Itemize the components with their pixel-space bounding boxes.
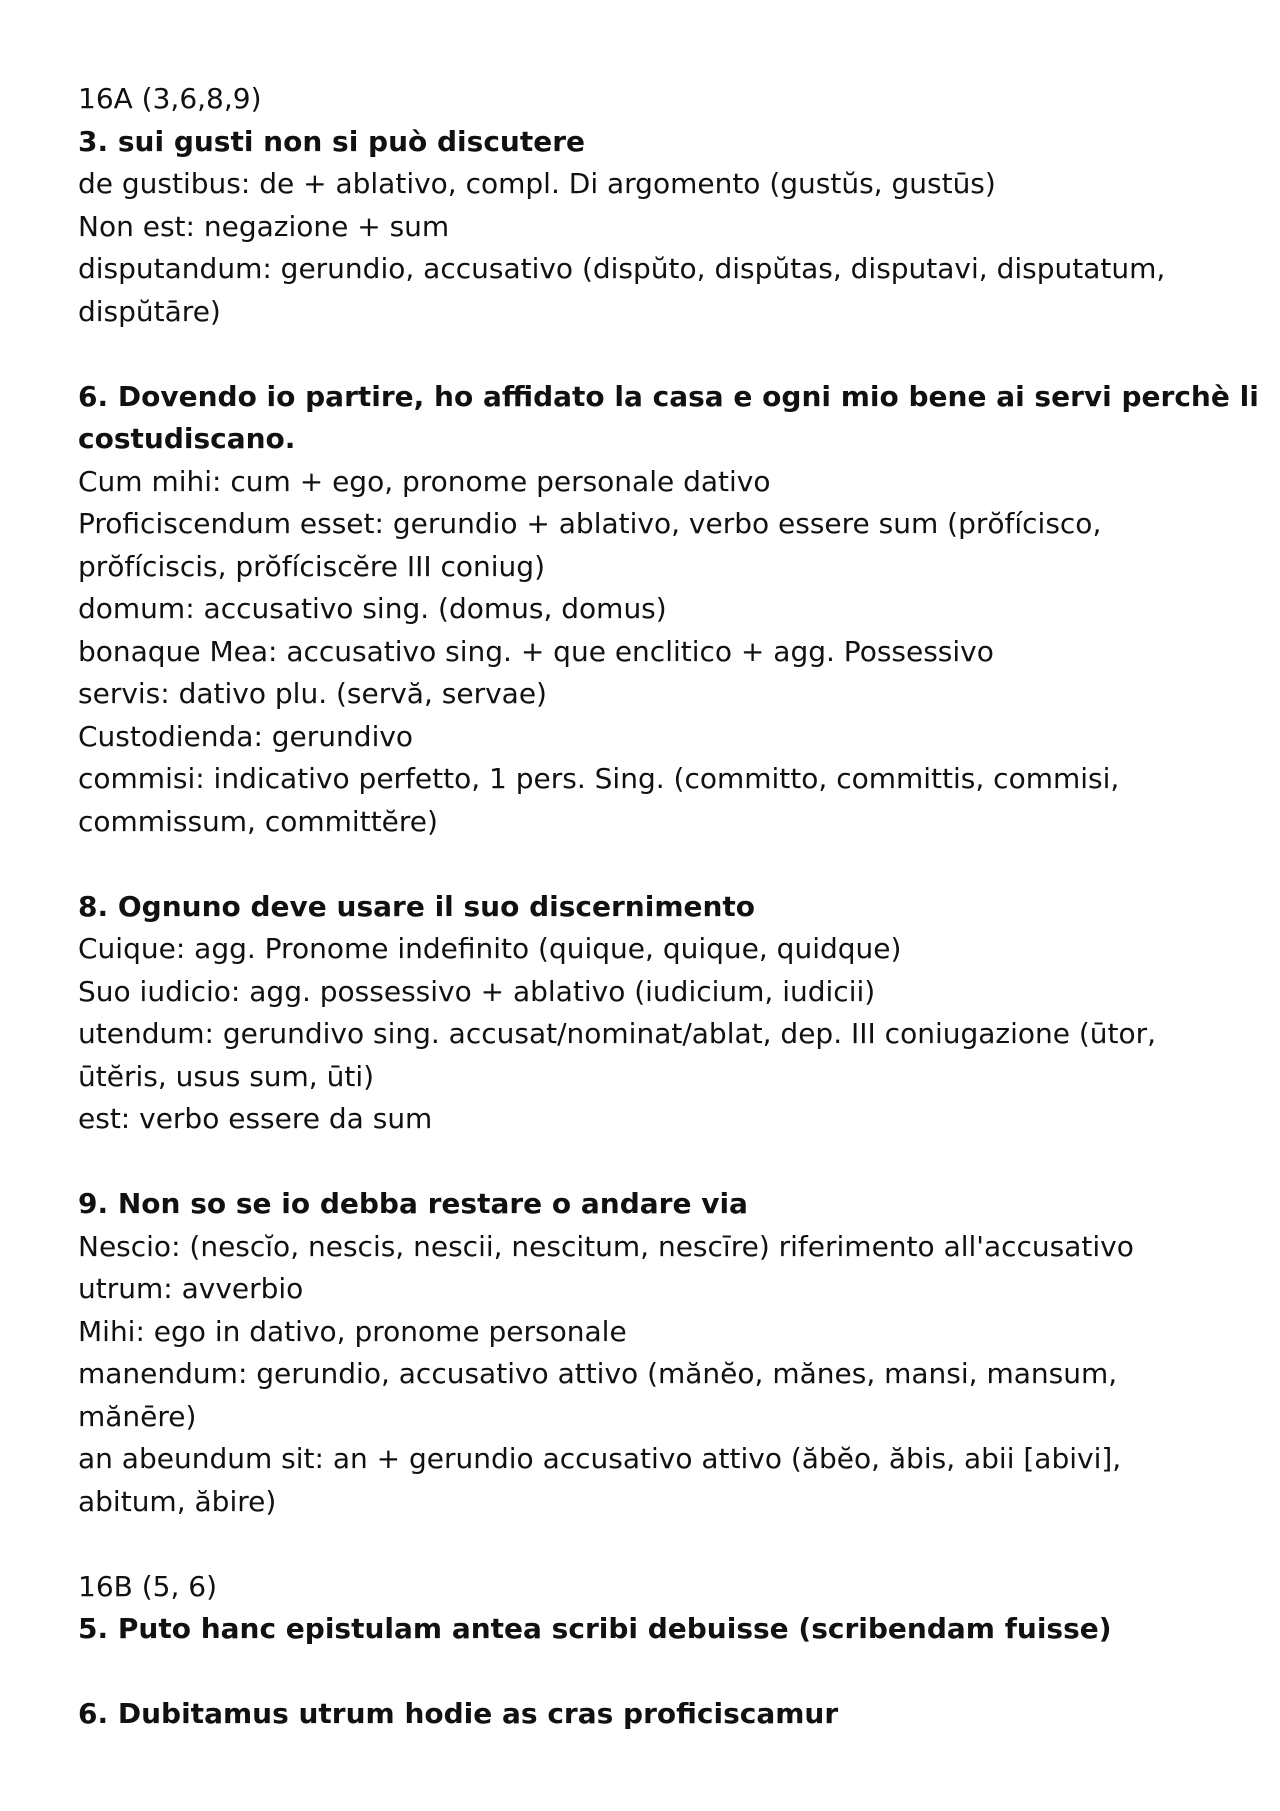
analysis-line: mănēre) [78, 1399, 197, 1433]
analysis-line: Suo iudicio: agg. possessivo + ablativo (iudicium, iudicii) [78, 974, 876, 1008]
exercise-group-header: 16A (3,6,8,9) [78, 82, 262, 115]
sentence-heading: 8. Ognuno deve usare il suo discernimento [78, 889, 756, 923]
analysis-line: utendum: gerundivo sing. accusat/nominat/ablat, dep. III coniugazione (ūtor, [78, 1017, 1157, 1050]
sentence-heading: 3. sui gusti non si può discutere [78, 124, 586, 158]
exercise-group-header: 16B (5, 6) [78, 1569, 218, 1603]
document-page [78, 78, 1259, 1736]
analysis-line: Non est: negazione + sum [78, 209, 450, 243]
spacer [78, 843, 1218, 886]
analysis-line: an abeundum sit: an + gerundio accusativo attivo (ăbĕo, ăbis, abii [abivi], [78, 1442, 1122, 1475]
spacer [78, 1523, 1218, 1566]
sentence-heading: 5. Puto hanc epistulam antea scribi debuisse (scribendam fuisse) [78, 1612, 1112, 1645]
analysis-line: Cum mihi: cum + ego, pronome personale dativo [78, 464, 771, 498]
analysis-line: domum: accusativo sing. (domus, domus) [78, 592, 667, 625]
exercise-section-16b-6 [78, 1693, 1218, 1736]
sentence-heading: 6. Dubitamus utrum hodie as cras proficiscamur [78, 1697, 839, 1730]
analysis-line: commisi: indicativo perfetto, 1 pers. Sing. (committo, committis, commisi, [78, 762, 1120, 795]
analysis-line: abitum, ăbire) [78, 1484, 277, 1518]
analysis-line: Custodienda: gerundivo [78, 719, 414, 753]
analysis-line: manendum: gerundio, accusativo attivo (mănĕo, mănes, mansi, mansum, [78, 1357, 1118, 1390]
analysis-line: dispŭtāre) [78, 294, 221, 328]
spacer [78, 1141, 1218, 1184]
analysis-line: utrum: avverbio [78, 1272, 304, 1305]
analysis-line: disputandum: gerundio, accusativo (dispŭto, dispŭtas, disputavi, disputatum, [78, 252, 1166, 285]
analysis-line: Cuique: agg. Pronome indefinito (quique, quique, quidque) [78, 932, 902, 965]
analysis-line: bonaque Mea: accusativo sing. + que enclitico + agg. Possessivo [78, 634, 994, 668]
analysis-line: commissum, committĕre) [78, 804, 438, 838]
exercise-section-16a-3 [78, 78, 1218, 333]
sentence-heading: 6. Dovendo io partire, ho affidato la casa e ogni mio bene ai servi perchè li [78, 379, 1259, 413]
analysis-line: Mihi: ego in dativo, pronome personale [78, 1314, 627, 1348]
analysis-line: est: verbo essere da sum [78, 1102, 433, 1135]
spacer [78, 333, 1218, 376]
sentence-heading: 9. Non so se io debba restare o andare via [78, 1187, 748, 1220]
analysis-line: ūtĕris, usus sum, ūti) [78, 1059, 375, 1093]
analysis-line: de gustibus: de + ablativo, compl. Di argomento (gustŭs, gustūs) [78, 167, 996, 200]
exercise-section-16a-8 [78, 886, 1218, 1141]
analysis-line: Nescio: (nescĭo, nescis, nescii, nescitum, nescīre) riferimento all'accusativo [78, 1229, 1134, 1263]
sentence-heading-continuation: costudiscano. [78, 422, 296, 455]
spacer [78, 1651, 1218, 1694]
exercise-section-16b-5 [78, 1566, 1218, 1651]
exercise-section-16a-6 [78, 376, 1259, 844]
analysis-line: Proficiscendum esset: gerundio + ablativo, verbo essere sum (prŏfícisco, [78, 507, 1102, 540]
analysis-line: servis: dativo plu. (servă, servae) [78, 677, 547, 710]
exercise-section-16a-9 [78, 1183, 1218, 1523]
analysis-line: prŏfíciscis, prŏfíciscĕre III coniug) [78, 549, 546, 583]
